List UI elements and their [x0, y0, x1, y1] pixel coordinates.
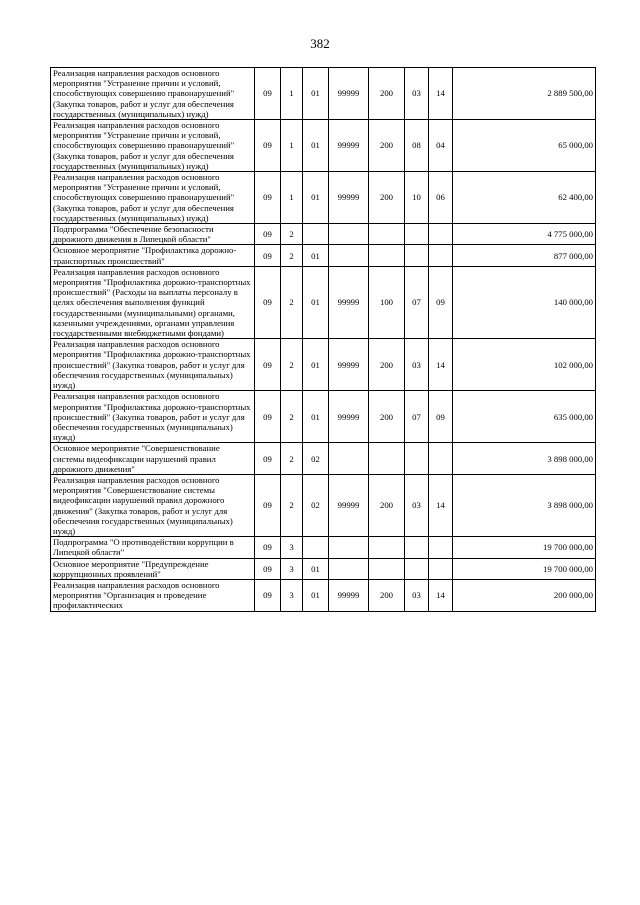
- row-amount: 19 700 000,00: [453, 558, 596, 579]
- code-section: 03: [405, 339, 429, 391]
- code-section: 03: [405, 474, 429, 536]
- code-subsection: [429, 537, 453, 558]
- code-event: 01: [303, 172, 329, 224]
- code-direction: [329, 224, 369, 245]
- table-row: [51, 537, 596, 558]
- code-subsection: 09: [429, 266, 453, 338]
- row-amount: 2 889 500,00: [453, 68, 596, 120]
- code-expense-type: [369, 558, 405, 579]
- code-direction: 99999: [329, 579, 369, 611]
- code-direction: 99999: [329, 339, 369, 391]
- code-event: 01: [303, 339, 329, 391]
- code-program: 09: [255, 339, 281, 391]
- table-row: [51, 266, 596, 338]
- row-name: Подпрограмма "О противодействии коррупции в Липецкой области": [51, 537, 255, 558]
- row-amount: 3 898 000,00: [453, 474, 596, 536]
- code-subsection: 09: [429, 391, 453, 443]
- code-program: 09: [255, 120, 281, 172]
- code-program: 09: [255, 474, 281, 536]
- row-name: Реализация направления расходов основного мероприятия "Устранение причин и условий, способствующих совершению правонарушений" (Закупка товаров, работ и услуг для обеспечения государственных (муниципальных) нужд): [51, 68, 255, 120]
- row-amount: 635 000,00: [453, 391, 596, 443]
- code-section: 08: [405, 120, 429, 172]
- row-name: Основное мероприятие "Совершенствование системы видеофиксации нарушений правил дорожного движения": [51, 443, 255, 475]
- code-program: 09: [255, 558, 281, 579]
- code-event: 02: [303, 474, 329, 536]
- code-expense-type: [369, 224, 405, 245]
- code-expense-type: [369, 537, 405, 558]
- code-subprogram: 2: [281, 443, 303, 475]
- table-row: [51, 172, 596, 224]
- table-row: [51, 224, 596, 245]
- code-expense-type: 200: [369, 68, 405, 120]
- table-row: [51, 474, 596, 536]
- code-expense-type: [369, 245, 405, 266]
- code-subsection: 14: [429, 339, 453, 391]
- code-subsection: [429, 443, 453, 475]
- code-event: 01: [303, 391, 329, 443]
- table-row: [51, 391, 596, 443]
- row-amount: 877 000,00: [453, 245, 596, 266]
- row-amount: 4 775 000,00: [453, 224, 596, 245]
- code-subprogram: 1: [281, 172, 303, 224]
- code-direction: [329, 245, 369, 266]
- row-amount: 140 000,00: [453, 266, 596, 338]
- code-section: 03: [405, 68, 429, 120]
- row-name: Реализация направления расходов основного мероприятия "Профилактика дорожно-транспортных происшествий" (Расходы на выплаты персоналу в целях обеспечения выполнения функций государственными (муниципальными) органами, казенными учреждениями, органами управления государственными внебюджетными фондами): [51, 266, 255, 338]
- code-program: 09: [255, 537, 281, 558]
- row-name: Реализация направления расходов основного мероприятия "Устранение причин и условий, способствующих совершению правонарушений" (Закупка товаров, работ и услуг для обеспечения государственных (муниципальных) нужд): [51, 172, 255, 224]
- row-name: Подпрограмма "Обеспечение безопасности дорожного движения в Липецкой области": [51, 224, 255, 245]
- code-expense-type: 200: [369, 391, 405, 443]
- table-row: [51, 443, 596, 475]
- table-row: [51, 245, 596, 266]
- code-expense-type: 100: [369, 266, 405, 338]
- code-program: 09: [255, 245, 281, 266]
- code-event: 01: [303, 120, 329, 172]
- code-direction: [329, 443, 369, 475]
- code-direction: 99999: [329, 172, 369, 224]
- row-amount: 3 898 000,00: [453, 443, 596, 475]
- row-name: Реализация направления расходов основного мероприятия "Профилактика дорожно-транспортных происшествий" (Закупка товаров, работ и услуг для обеспечения государственных (муниципальных) нужд): [51, 391, 255, 443]
- code-direction: 99999: [329, 120, 369, 172]
- code-program: 09: [255, 579, 281, 611]
- code-subsection: [429, 245, 453, 266]
- code-event: 02: [303, 443, 329, 475]
- row-name: Основное мероприятие "Профилактика дорожно-транспортных происшествий": [51, 245, 255, 266]
- code-program: 09: [255, 68, 281, 120]
- code-subprogram: 1: [281, 120, 303, 172]
- code-event: [303, 224, 329, 245]
- code-subprogram: 3: [281, 579, 303, 611]
- code-section: 07: [405, 266, 429, 338]
- code-event: [303, 537, 329, 558]
- code-subsection: 14: [429, 579, 453, 611]
- code-direction: 99999: [329, 68, 369, 120]
- table-row: [51, 579, 596, 611]
- code-direction: [329, 558, 369, 579]
- code-program: 09: [255, 391, 281, 443]
- code-program: 09: [255, 443, 281, 475]
- row-name: Реализация направления расходов основного мероприятия "Совершенствование системы видеофиксации нарушений правил дорожного движения" (Закупка товаров, работ и услуг для обеспечения государственных (муниципальных) нужд): [51, 474, 255, 536]
- code-expense-type: 200: [369, 120, 405, 172]
- code-subsection: 14: [429, 68, 453, 120]
- code-section: 07: [405, 391, 429, 443]
- code-expense-type: 200: [369, 474, 405, 536]
- code-subsection: 14: [429, 474, 453, 536]
- row-amount: 102 000,00: [453, 339, 596, 391]
- table-row: [51, 558, 596, 579]
- code-program: 09: [255, 224, 281, 245]
- code-expense-type: 200: [369, 339, 405, 391]
- code-event: 01: [303, 245, 329, 266]
- page-number: 382: [310, 36, 330, 51]
- code-program: 09: [255, 172, 281, 224]
- code-section: [405, 537, 429, 558]
- code-subsection: [429, 224, 453, 245]
- code-direction: 99999: [329, 391, 369, 443]
- code-section: [405, 558, 429, 579]
- code-direction: [329, 537, 369, 558]
- code-event: 01: [303, 558, 329, 579]
- code-direction: 99999: [329, 474, 369, 536]
- code-event: 01: [303, 68, 329, 120]
- code-subprogram: 2: [281, 474, 303, 536]
- code-subprogram: 3: [281, 558, 303, 579]
- code-direction: 99999: [329, 266, 369, 338]
- code-subsection: 04: [429, 120, 453, 172]
- code-program: 09: [255, 266, 281, 338]
- code-subprogram: 2: [281, 266, 303, 338]
- row-amount: 200 000,00: [453, 579, 596, 611]
- row-amount: 62 400,00: [453, 172, 596, 224]
- row-name: Основное мероприятие "Предупреждение коррупционных проявлений": [51, 558, 255, 579]
- row-amount: 65 000,00: [453, 120, 596, 172]
- code-subprogram: 1: [281, 68, 303, 120]
- code-expense-type: 200: [369, 579, 405, 611]
- code-section: 03: [405, 579, 429, 611]
- code-subsection: [429, 558, 453, 579]
- code-section: 10: [405, 172, 429, 224]
- table-row: [51, 120, 596, 172]
- code-event: 01: [303, 579, 329, 611]
- code-subprogram: 2: [281, 391, 303, 443]
- code-subsection: 06: [429, 172, 453, 224]
- row-amount: 19 700 000,00: [453, 537, 596, 558]
- code-subprogram: 2: [281, 339, 303, 391]
- code-expense-type: 200: [369, 172, 405, 224]
- code-event: 01: [303, 266, 329, 338]
- table-row: [51, 339, 596, 391]
- code-subprogram: 3: [281, 537, 303, 558]
- table-row: [51, 68, 596, 120]
- code-section: [405, 443, 429, 475]
- code-expense-type: [369, 443, 405, 475]
- code-section: [405, 224, 429, 245]
- budget-table: [50, 67, 596, 612]
- row-name: Реализация направления расходов основного мероприятия "Устранение причин и условий, способствующих совершению правонарушений" (Закупка товаров, работ и услуг для обеспечения государственных (муниципальных) нужд): [51, 120, 255, 172]
- row-name: Реализация направления расходов основного мероприятия "Организация и проведение профилактических: [51, 579, 255, 611]
- code-subprogram: 2: [281, 245, 303, 266]
- row-name: Реализация направления расходов основного мероприятия "Профилактика дорожно-транспортных происшествий" (Закупка товаров, работ и услуг для обеспечения государственных (муниципальных) нужд): [51, 339, 255, 391]
- code-subprogram: 2: [281, 224, 303, 245]
- code-section: [405, 245, 429, 266]
